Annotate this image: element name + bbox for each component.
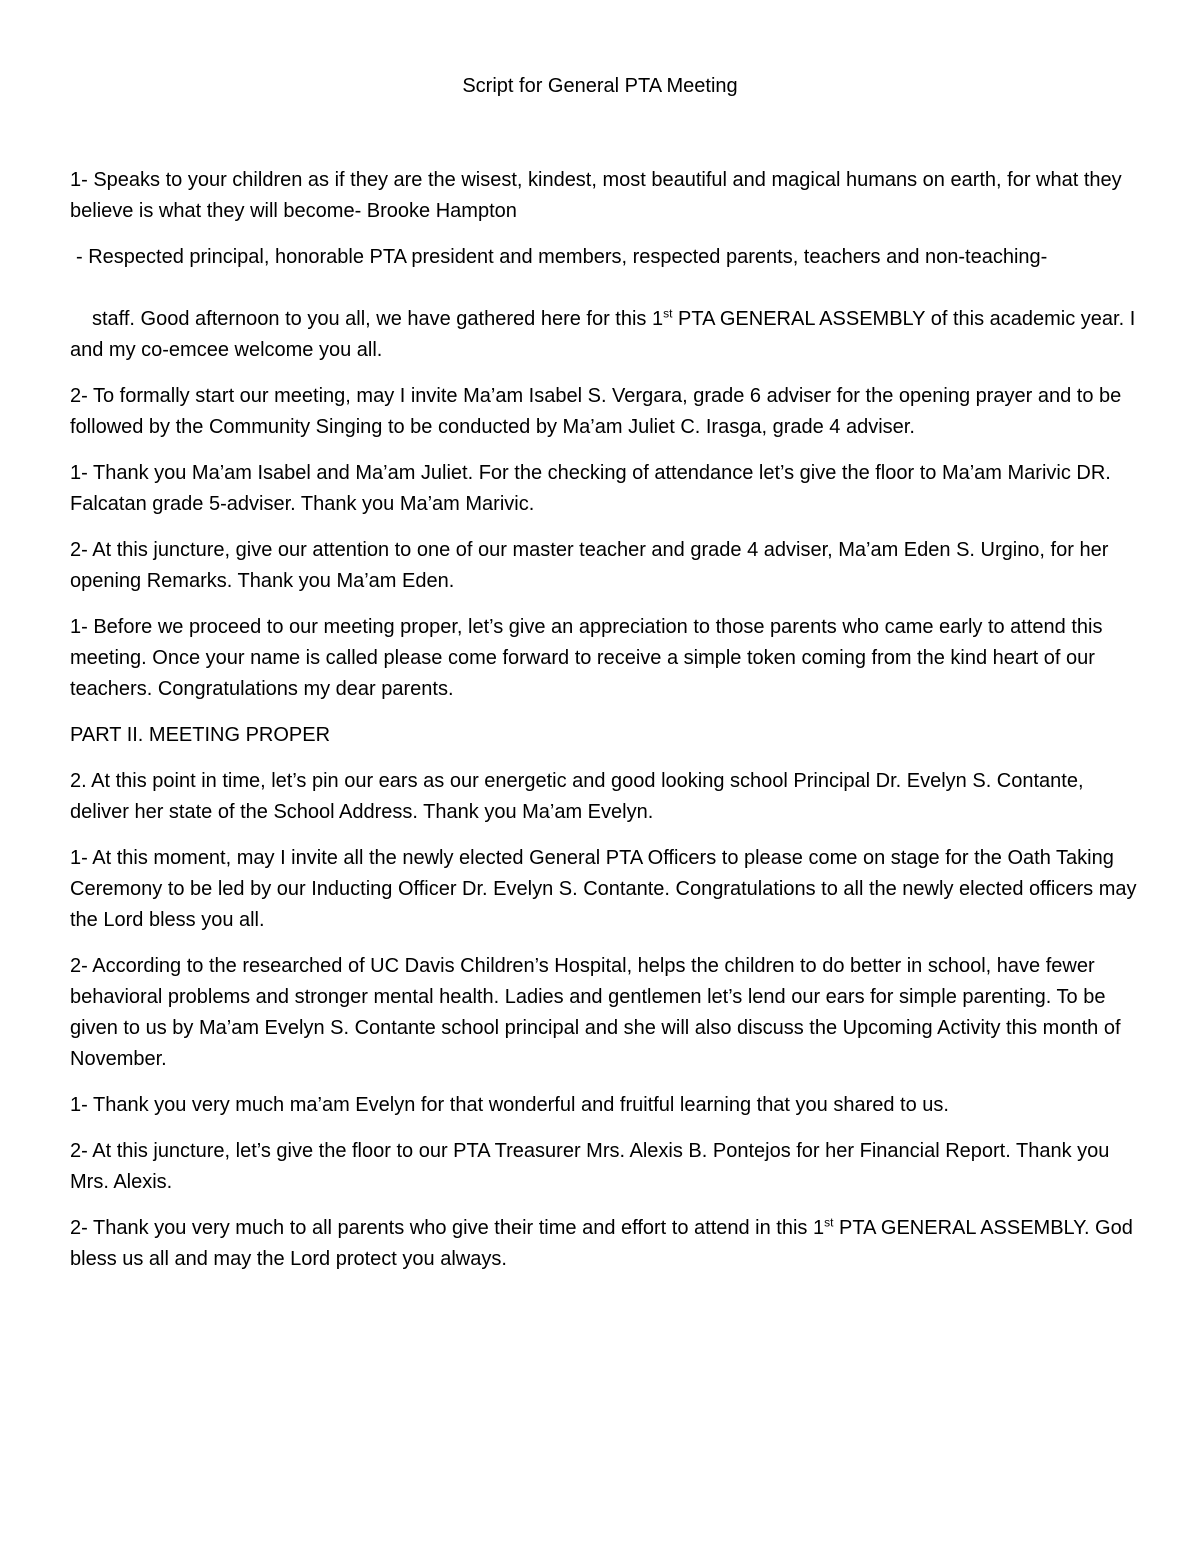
ordinal-superscript: st bbox=[824, 1215, 834, 1230]
paragraph-parenting-talk: 2- According to the researched of UC Davis Children’s Hospital, helps the children to do better in school, have fewer behavioral problems and stronger mental health. Ladies and gentlemen let’s lend our ears for simple parenting. To be given to us by Ma’am Evelyn S. Contante school principal and she will also discuss the Upcoming Activity this month of November. bbox=[70, 955, 1121, 1070]
ordinal-superscript: st bbox=[663, 306, 673, 321]
paragraph-greeting: - Respected principal, honorable PTA president and members, respected parents, teachers and non-teaching- bbox=[76, 246, 1048, 268]
paragraph-opening-prayer: 2- To formally start our meeting, may I invite Ma’am Isabel S. Vergara, grade 6 adviser for the opening prayer and to be followed by the Community Singing to be conducted by Ma’am Juliet C. Irasga, grade 4 adviser. bbox=[70, 385, 1122, 438]
document-title: Script for General PTA Meeting bbox=[462, 75, 738, 97]
paragraph-closing-text-2: PTA GENERAL ASSEMBLY. God bless us all and may the Lord protect you always. bbox=[70, 1217, 1133, 1270]
paragraph-welcome-text-1: staff. Good afternoon to you all, we have gathered here for this 1 bbox=[92, 308, 664, 330]
paragraph-welcome-text-2: PTA GENERAL ASSEMBLY of this academic year. I and my co-emcee welcome you all. bbox=[70, 308, 1136, 361]
section-heading-meeting-proper: PART II. MEETING PROPER bbox=[70, 724, 331, 746]
paragraph-opening-remarks: 2- At this juncture, give our attention to one of our master teacher and grade 4 adviser, Ma’am Eden S. Urgino, for her opening Remarks. Thank you Ma’am Eden. bbox=[70, 539, 1109, 592]
document-body bbox=[70, 165, 1140, 1290]
paragraph-appreciation: 1- Before we proceed to our meeting proper, let’s give an appreciation to those parents who came early to attend this meeting. Once your name is called please come forward to receive a simple token coming from the kind heart of our teachers. Congratulations my dear parents. bbox=[70, 616, 1103, 700]
paragraph-welcome bbox=[70, 304, 1140, 366]
paragraph-closing bbox=[70, 1213, 1140, 1275]
paragraph-school-address: 2. At this point in time, let’s pin our ears as our energetic and good looking school Principal Dr. Evelyn S. Contante, deliver her state of the School Address. Thank you Ma’am Evelyn. bbox=[70, 770, 1084, 823]
paragraph-financial-report: 2- At this juncture, let’s give the floor to our PTA Treasurer Mrs. Alexis B. Pontejos for her Financial Report. Thank you Mrs. Alexis. bbox=[70, 1140, 1110, 1193]
paragraph-attendance: 1- Thank you Ma’am Isabel and Ma’am Juliet. For the checking of attendance let’s give the floor to Ma’am Marivic DR. Falcatan grade 5-adviser. Thank you Ma’am Marivic. bbox=[70, 462, 1111, 515]
paragraph-closing-text-1: 2- Thank you very much to all parents who give their time and effort to attend in this 1 bbox=[70, 1217, 825, 1239]
paragraph-oath-taking: 1- At this moment, may I invite all the newly elected General PTA Officers to please come on stage for the Oath Taking Ceremony to be led by our Inducting Officer Dr. Evelyn S. Contante. Congratulations to all the newly elected officers may the Lord bless you all. bbox=[70, 847, 1137, 931]
paragraph-thanks-evelyn: 1- Thank you very much ma’am Evelyn for that wonderful and fruitful learning that you shared to us. bbox=[70, 1094, 949, 1116]
paragraph-quote: 1- Speaks to your children as if they are the wisest, kindest, most beautiful and magical humans on earth, for what they believe is what they will become- Brooke Hampton bbox=[70, 169, 1122, 222]
